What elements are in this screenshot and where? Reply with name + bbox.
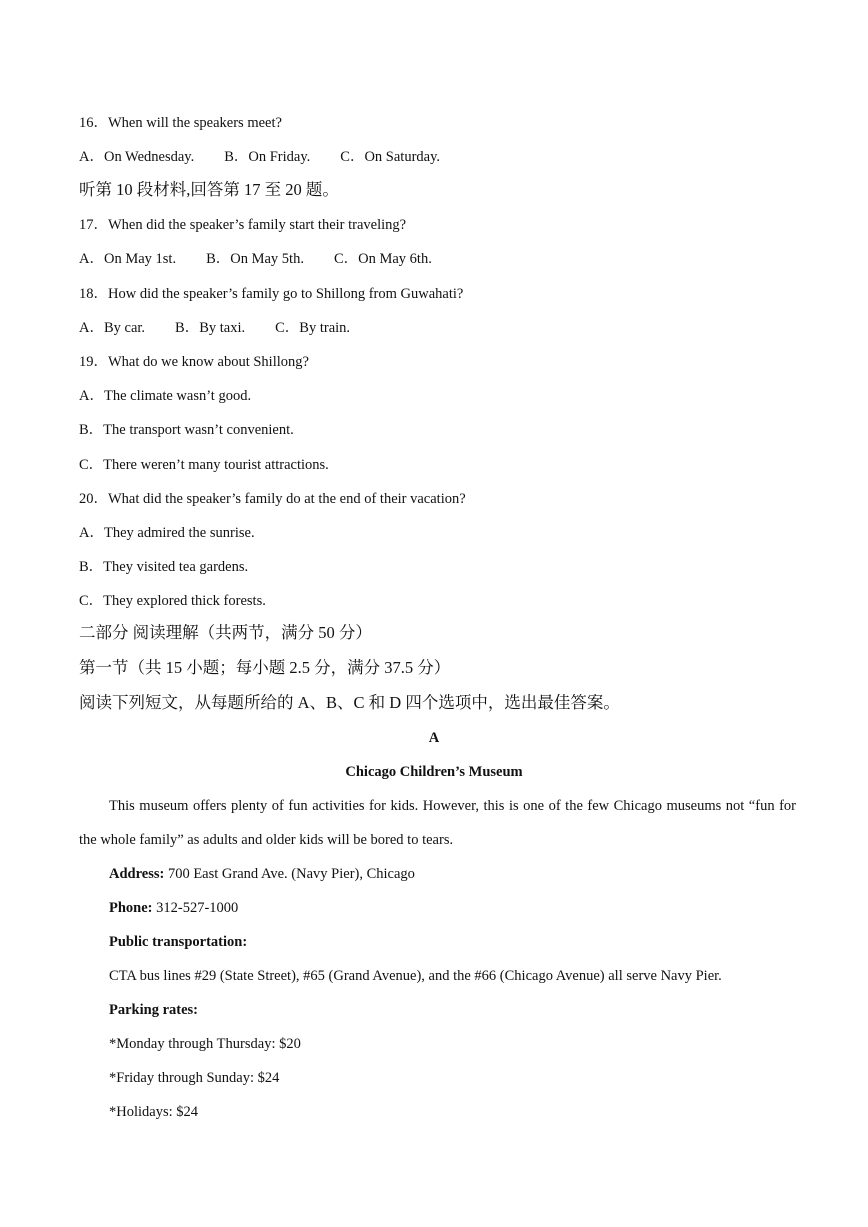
parking-rate-weekday: *Monday through Thursday: $20: [109, 1036, 301, 1052]
phone-label: Phone:: [109, 900, 153, 916]
reading-part-title: 二部分 阅读理解（共两节，满分 50 分）: [79, 623, 372, 642]
question-20-stem: 20．What did the speaker’s family do at the end of their vacation?: [79, 491, 466, 507]
question-18-stem: 18．How did the speaker’s family go to Shillong from Guwahati?: [79, 286, 464, 302]
option-a: A．The climate wasn’t good.: [79, 388, 252, 404]
parking-rate-holidays: *Holidays: $24: [109, 1104, 199, 1120]
option-b: B．By taxi.: [175, 320, 246, 336]
option-a: A．By car.: [79, 320, 146, 336]
reading-instruction: 阅读下列短文，从每题所给的 A、B、C 和 D 四个选项中，选出最佳答案。: [79, 693, 620, 712]
option-c: C．They explored thick forests.: [79, 593, 266, 609]
question-16-options: [79, 147, 796, 167]
passage-intro: This museum offers plenty of fun activities for kids. However, this is one of the few Chicago museums not “fun for the whole family” as adults and older kids will be bored to tears.: [79, 798, 796, 848]
option-b: B．On Friday.: [224, 149, 311, 165]
question-17-stem: 17．When did the speaker’s family start their traveling?: [79, 217, 407, 233]
option-a: A．They admired the sunrise.: [79, 525, 255, 541]
address-line: [109, 864, 796, 884]
phone-line: [109, 898, 796, 918]
option-c: C．On Saturday.: [340, 149, 441, 165]
option-c: C．By train.: [275, 320, 351, 336]
address-label: Address:: [109, 866, 165, 882]
parking-label: Parking rates:: [109, 1002, 198, 1018]
address-value: 700 East Grand Ave. (Navy Pier), Chicago: [164, 866, 415, 882]
listening-section-instruction: 听第 10 段材料,回答第 17 至 20 题。: [79, 180, 339, 199]
question-19-stem: 19．What do we know about Shillong?: [79, 354, 309, 370]
passage-letter: A: [428, 730, 440, 746]
option-b: B．On May 5th.: [206, 251, 304, 267]
option-b: B．The transport wasn’t convenient.: [79, 422, 294, 438]
option-a: A．On May 1st.: [79, 251, 177, 267]
question-16-stem: 16．When will the speakers meet?: [79, 115, 282, 131]
parking-rate-weekend: *Friday through Sunday: $24: [109, 1070, 280, 1086]
transport-label: Public transportation:: [109, 934, 248, 950]
option-c: C．On May 6th.: [333, 251, 432, 267]
option-a: A．On Wednesday.: [79, 149, 195, 165]
option-b: B．They visited tea gardens.: [79, 559, 249, 575]
question-17-options: [79, 249, 796, 269]
reading-section-title: 第一节（共 15 小题；每小题 2.5 分，满分 37.5 分）: [79, 658, 451, 677]
phone-value: 312-527-1000: [152, 900, 239, 916]
passage-title: Chicago Children’s Museum: [345, 764, 523, 780]
option-c: C．There weren’t many tourist attractions.: [79, 457, 329, 473]
transport-text: CTA bus lines #29 (State Street), #65 (Grand Avenue), and the #66 (Chicago Avenue) all serve Navy Pier.: [109, 968, 722, 984]
question-18-options: [79, 318, 796, 338]
